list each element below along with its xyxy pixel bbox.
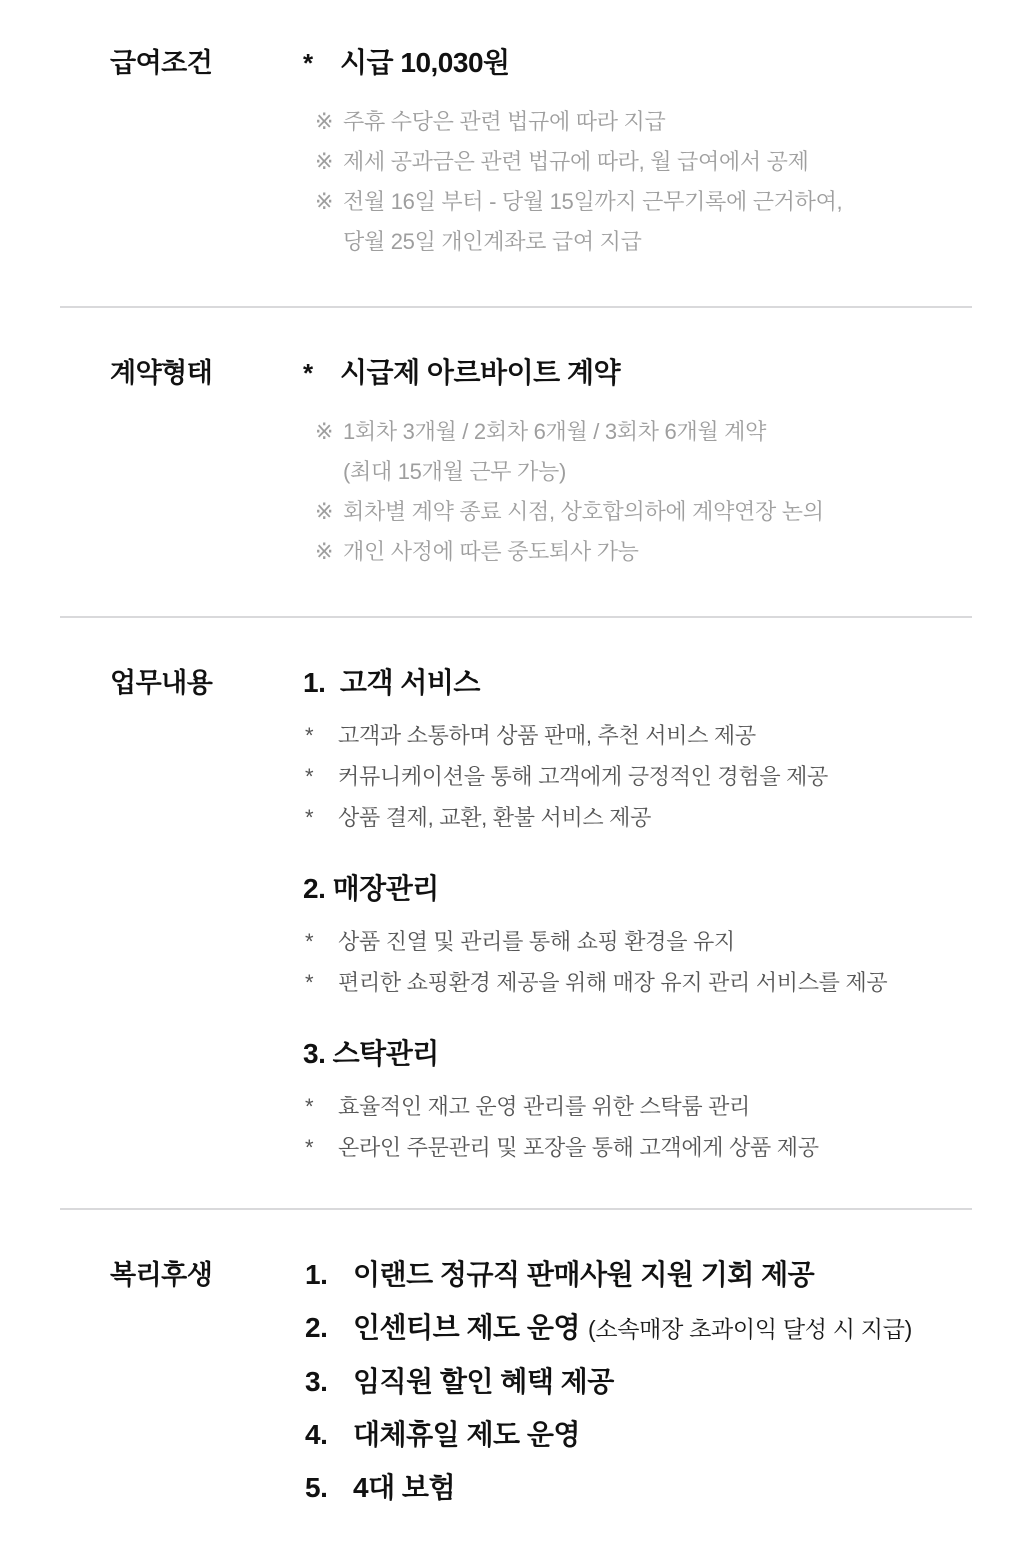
contract-note-line (315, 532, 972, 572)
asterisk-marker: * (305, 929, 314, 954)
benefit-item (305, 1418, 972, 1452)
asterisk-marker: * (303, 48, 314, 78)
reference-marker: ※ (315, 109, 334, 134)
duty-bullet (305, 969, 972, 997)
salary-heading: 시급 10,030원 (340, 47, 510, 78)
benefit-text: 임직원 할인 혜택 제공 (353, 1366, 614, 1397)
list-number: 3. (305, 1366, 328, 1397)
duty-bullet-text: 커뮤니케이션을 통해 고객에게 긍정적인 경험을 제공 (338, 764, 829, 789)
contract-note-text: 회차별 계약 종료 시점, 상호합의하에 계약연장 논의 (343, 499, 824, 524)
reference-marker: ※ (315, 499, 334, 524)
benefit-text: 이랜드 정규직 판매사원 지원 기회 제공 (353, 1259, 815, 1290)
duties-section-label: 업무내용 (110, 668, 213, 698)
duty-group-customer-service (303, 666, 972, 832)
contract-note-line (315, 492, 972, 532)
section-duties (60, 618, 972, 1208)
duty-group-title: 2. 매장관리 (303, 873, 439, 904)
contract-section-content (303, 356, 972, 572)
duty-group-store-management (303, 872, 972, 997)
benefits-list (305, 1258, 972, 1505)
asterisk-marker: * (305, 805, 314, 830)
duty-bullet-text: 고객과 소통하며 상품 판매, 추천 서비스 제공 (338, 723, 756, 748)
contract-heading-row (303, 356, 972, 390)
contract-note-continuation (315, 452, 972, 492)
section-contract (60, 308, 972, 616)
asterisk-marker: * (305, 970, 314, 995)
contract-note-text: 개인 사정에 따른 중도퇴사 가능 (343, 539, 639, 564)
duty-bullet-text: 편리한 쇼핑환경 제공을 위해 매장 유지 관리 서비스를 제공 (338, 970, 888, 995)
reference-marker: ※ (315, 189, 334, 214)
salary-note-text: 당월 25일 개인계좌로 급여 지급 (343, 229, 642, 254)
salary-note-text: 주휴 수당은 관련 법규에 따라 지급 (343, 109, 666, 134)
list-number: 5. (305, 1472, 328, 1503)
benefit-text: 대체휴일 제도 운영 (353, 1419, 580, 1450)
duty-bullet-text: 효율적인 재고 운영 관리를 위한 스탁룸 관리 (338, 1094, 751, 1119)
salary-section-label: 급여조건 (110, 48, 213, 78)
contract-heading: 시급제 아르바이트 계약 (340, 357, 621, 388)
benefit-suffix-note: (소속매장 초과이익 달성 시 지급) (587, 1316, 912, 1342)
contract-note-text: (최대 15개월 근무 가능) (343, 459, 566, 484)
salary-note-continuation (315, 222, 972, 262)
contract-note-line (315, 412, 972, 452)
duty-bullet (305, 1134, 972, 1162)
salary-note-line (315, 142, 972, 182)
benefit-text: 인센티브 제도 운영 (353, 1312, 580, 1343)
duty-bullets (305, 928, 972, 997)
duty-bullet (305, 763, 972, 791)
asterisk-marker: * (305, 723, 314, 748)
salary-heading-row (303, 46, 972, 80)
list-number: 4. (305, 1419, 328, 1450)
contract-section-label: 계약형태 (110, 358, 213, 388)
benefit-item (305, 1258, 972, 1292)
salary-note-text: 제세 공과금은 관련 법규에 따라, 월 급여에서 공제 (343, 149, 809, 174)
asterisk-marker: * (303, 358, 314, 388)
salary-note-text: 전월 16일 부터 - 당월 15일까지 근무기록에 근거하여, (343, 189, 843, 214)
duty-bullet-text: 상품 진열 및 관리를 통해 쇼핑 환경을 유지 (338, 929, 735, 954)
duty-bullet (305, 928, 972, 956)
section-salary (60, 0, 972, 306)
contract-notes (315, 412, 972, 572)
list-number: 1. (305, 1259, 328, 1290)
reference-marker: ※ (315, 539, 334, 564)
empty-marker (315, 222, 343, 262)
duty-group-stock-management (303, 1037, 972, 1162)
asterisk-marker: * (305, 764, 314, 789)
duty-bullet (305, 1093, 972, 1121)
salary-note-line (315, 182, 972, 222)
duty-bullet (305, 722, 972, 750)
salary-section-content (303, 46, 972, 262)
benefit-item (305, 1365, 972, 1399)
asterisk-marker: * (305, 1094, 314, 1119)
duty-group-title: 1. 고객 서비스 (303, 667, 480, 698)
duty-bullets (305, 1093, 972, 1162)
duties-section-content (303, 666, 972, 1162)
duty-bullet (305, 804, 972, 832)
benefits-section-label: 복리후생 (110, 1260, 213, 1290)
duty-bullets (305, 722, 972, 832)
salary-note-line (315, 102, 972, 142)
reference-marker: ※ (315, 149, 334, 174)
list-number: 2. (305, 1312, 328, 1343)
benefit-item (305, 1311, 972, 1346)
benefit-text: 4대 보험 (353, 1472, 455, 1503)
section-benefits (60, 1210, 972, 1535)
salary-notes (315, 102, 972, 262)
empty-marker (315, 452, 343, 492)
reference-marker: ※ (315, 419, 334, 444)
benefit-item (305, 1471, 972, 1505)
duty-bullet-text: 온라인 주문관리 및 포장을 통해 고객에게 상품 제공 (338, 1135, 819, 1160)
duty-bullet-text: 상품 결제, 교환, 환불 서비스 제공 (338, 805, 652, 830)
duty-group-title: 3. 스탁관리 (303, 1038, 439, 1069)
asterisk-marker: * (305, 1135, 314, 1160)
contract-note-text: 1회차 3개월 / 2회차 6개월 / 3회차 6개월 계약 (343, 419, 767, 444)
